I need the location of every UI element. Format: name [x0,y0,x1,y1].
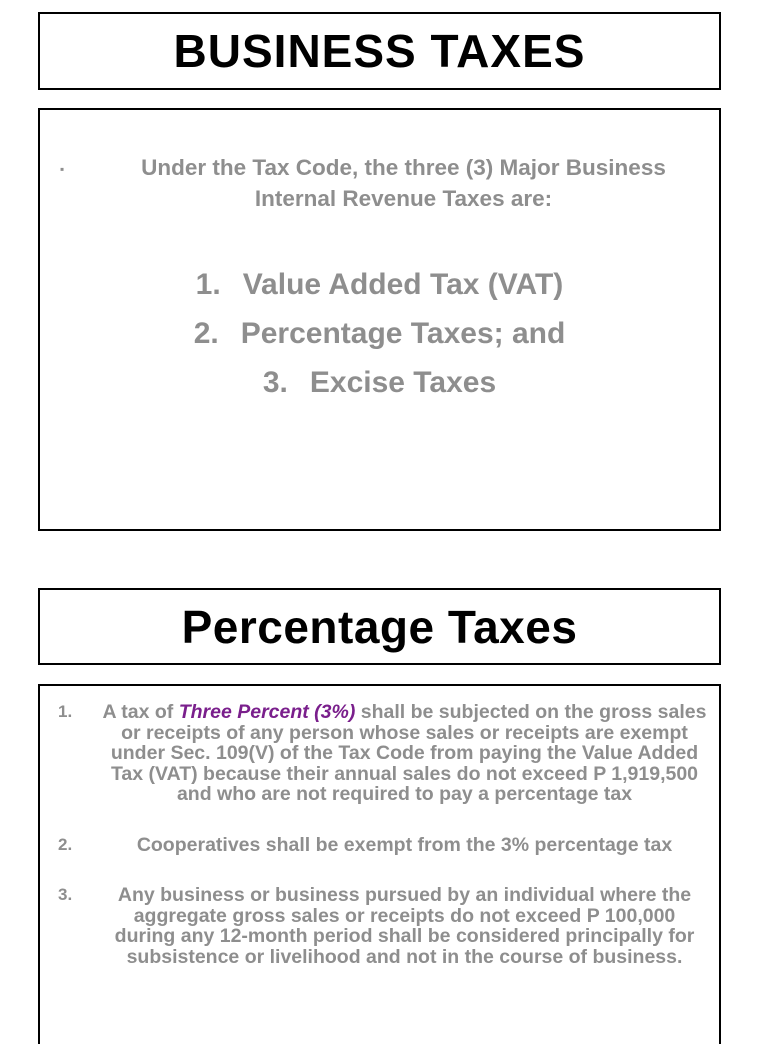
text-before: A tax of [102,701,179,723]
list-item-label: Value Added Tax (VAT) [242,268,564,301]
list-item-label: Excise Taxes [309,366,497,399]
list-item-number: 3. [262,366,288,399]
intro-paragraph [58,152,703,214]
list-item-number: 3. [58,885,73,904]
list-item-number: 1. [58,702,73,721]
list-item [40,702,719,805]
list-item-number: 2. [58,834,73,854]
list-item [40,885,719,967]
list-item [194,309,566,358]
slide2-title: Percentage Taxes [181,600,578,653]
slide1-title: BUSINESS TAXES [173,25,586,77]
list-item-label: Percentage Taxes; and [240,317,566,350]
text-after: shall be subjected on the gross sales or receipts of any person whose sales or receipts are exempt under Sec. 109(V) of the Tax Code from paying the Value Added Tax (VAT) because their annual sales do not exceed P 1,919,500 and who are not required to pay a percentage tax [110,701,707,805]
slide1-title-box [38,12,721,90]
major-taxes-list [40,260,719,407]
square-bullet-icon: ▪ [60,162,65,176]
slide1-content-box [38,108,721,531]
list-item-number: 1. [195,268,221,301]
list-item-text: Any business or business pursued by an individual where the aggregate gross sales or receipts do not exceed P 100,000 during any 12-month period shall be considered principally for subsistence or livelihood and not in the course of business. [114,884,695,968]
list-item-number: 2. [193,317,219,350]
slide2-content-box [38,684,721,1044]
list-item-text [102,702,707,805]
intro-text: Under the Tax Code, the three (3) Major Business Internal Revenue Taxes are: [141,155,666,211]
list-item [40,835,719,856]
list-item [263,358,496,407]
percentage-taxes-list [40,702,719,967]
list-item-text: Cooperatives shall be exempt from the 3% percentage tax [136,833,673,856]
list-item [196,260,564,309]
emphasis-text: Three Percent (3%) [178,701,356,723]
slide2-title-box [38,588,721,665]
